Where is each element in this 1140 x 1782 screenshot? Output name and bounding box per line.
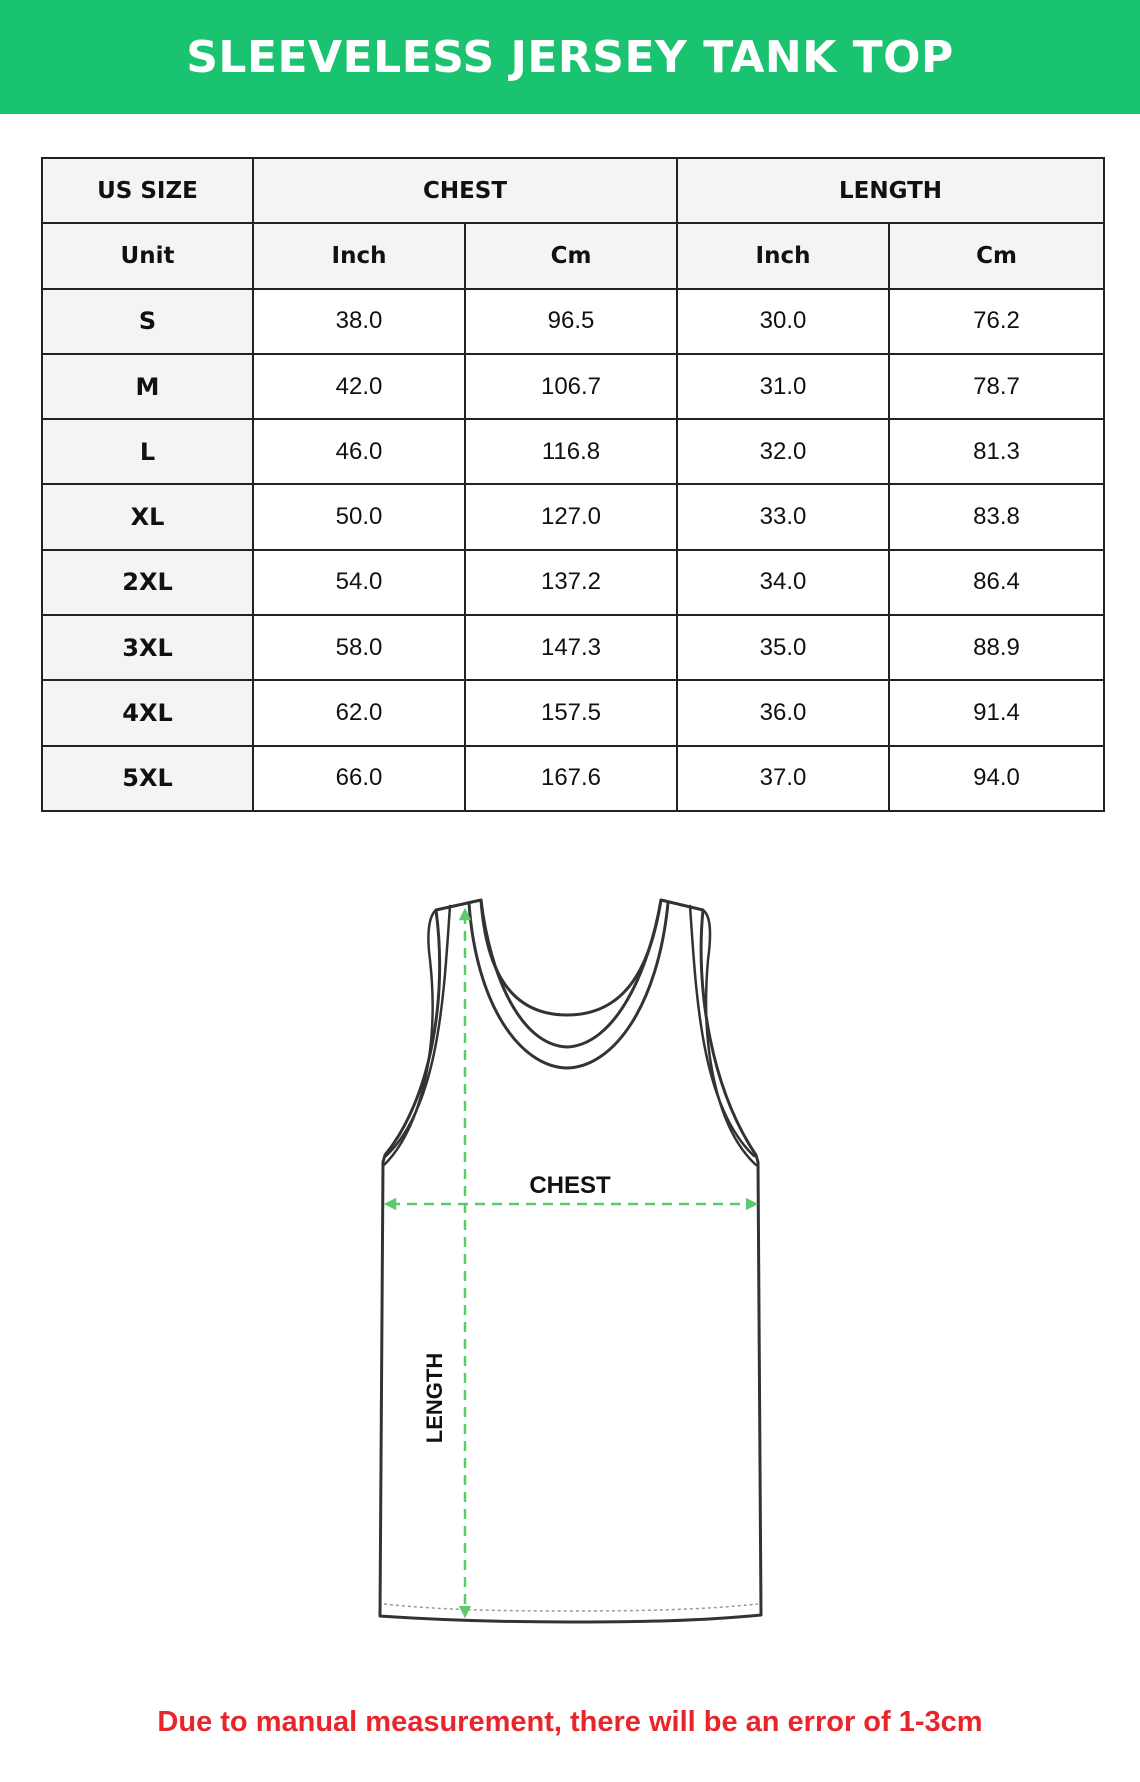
chest-header: CHEST: [253, 158, 677, 223]
chest-inch-cell: 54.0: [253, 550, 465, 615]
page-title: SLEEVELESS JERSEY TANK TOP: [186, 31, 954, 83]
chest-cm-cell: 116.8: [465, 419, 677, 484]
length-cm-cell: 88.9: [889, 615, 1104, 680]
size-cell: M: [42, 354, 253, 419]
chest-cm-cell: 106.7: [465, 354, 677, 419]
unit-row: [42, 223, 1104, 288]
length-inch-cell: 33.0: [677, 484, 889, 549]
chest-inch-cell: 38.0: [253, 289, 465, 354]
size-cell: 4XL: [42, 680, 253, 745]
table-row: [42, 550, 1104, 615]
size-cell: 3XL: [42, 615, 253, 680]
length-header: LENGTH: [677, 158, 1104, 223]
size-cell: XL: [42, 484, 253, 549]
length-cm-header: Cm: [889, 223, 1104, 288]
length-inch-cell: 34.0: [677, 550, 889, 615]
length-inch-cell: 35.0: [677, 615, 889, 680]
title-banner: [0, 0, 1140, 114]
table-row: [42, 615, 1104, 680]
chest-label: CHEST: [529, 1172, 611, 1199]
chest-cm-cell: 127.0: [465, 484, 677, 549]
table-row: [42, 289, 1104, 354]
length-inch-header: Inch: [677, 223, 889, 288]
chest-cm-cell: 96.5: [465, 289, 677, 354]
tank-armhole-left: [384, 910, 436, 1165]
unit-label: Unit: [42, 223, 253, 288]
length-cm-cell: 83.8: [889, 484, 1104, 549]
chest-cm-header: Cm: [465, 223, 677, 288]
length-cm-cell: 81.3: [889, 419, 1104, 484]
chest-cm-cell: 147.3: [465, 615, 677, 680]
table-row: [42, 419, 1104, 484]
chest-inch-cell: 50.0: [253, 484, 465, 549]
group-header-row: [42, 158, 1104, 223]
length-inch-cell: 37.0: [677, 746, 889, 811]
chest-cm-cell: 167.6: [465, 746, 677, 811]
chest-inch-cell: 62.0: [253, 680, 465, 745]
chest-cm-cell: 137.2: [465, 550, 677, 615]
size-cell: S: [42, 289, 253, 354]
length-inch-cell: 36.0: [677, 680, 889, 745]
tank-neck-binding: [469, 903, 668, 1068]
length-cm-cell: 94.0: [889, 746, 1104, 811]
size-cell: L: [42, 419, 253, 484]
length-cm-cell: 86.4: [889, 550, 1104, 615]
chest-inch-cell: 66.0: [253, 746, 465, 811]
tank-neckline-inner: [481, 900, 661, 1047]
size-cell: 5XL: [42, 746, 253, 811]
length-inch-cell: 31.0: [677, 354, 889, 419]
chest-inch-cell: 58.0: [253, 615, 465, 680]
table-row: [42, 484, 1104, 549]
table-row: [42, 746, 1104, 811]
chest-cm-cell: 157.5: [465, 680, 677, 745]
length-inch-cell: 30.0: [677, 289, 889, 354]
table-row: [42, 354, 1104, 419]
table-row: [42, 680, 1104, 745]
length-label: LENGTH: [422, 1352, 447, 1444]
us-size-header: US SIZE: [42, 158, 253, 223]
chest-inch-header: Inch: [253, 223, 465, 288]
chest-inch-cell: 46.0: [253, 419, 465, 484]
length-cm-cell: 91.4: [889, 680, 1104, 745]
measurement-disclaimer: Due to manual measurement, there will be an error of 1-3cm: [157, 1706, 983, 1738]
tank-hem-stitch: [384, 1604, 758, 1611]
size-cell: 2XL: [42, 550, 253, 615]
size-chart-table: [41, 157, 1105, 812]
tank-top-diagram: [0, 870, 1140, 1650]
tank-body: [380, 900, 761, 1622]
length-cm-cell: 78.7: [889, 354, 1104, 419]
length-cm-cell: 76.2: [889, 289, 1104, 354]
chest-inch-cell: 42.0: [253, 354, 465, 419]
tank-top-outline: [380, 900, 761, 1622]
length-inch-cell: 32.0: [677, 419, 889, 484]
